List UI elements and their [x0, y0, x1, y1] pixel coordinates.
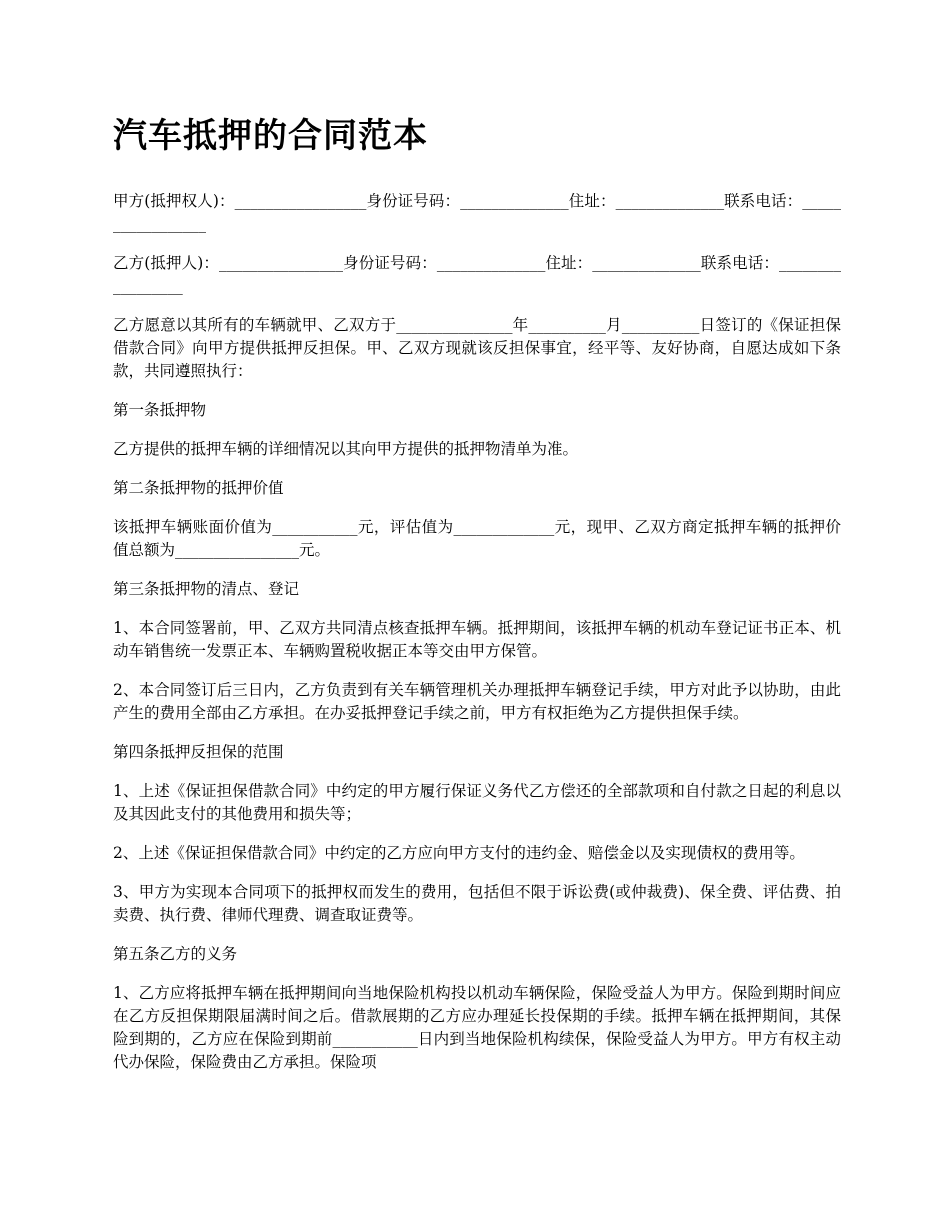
contract-document	[113, 112, 841, 1090]
article-4-clause-2: 2、上述《保证担保借款合同》中约定的乙方应向甲方支付的违约金、赔偿金以及实现债权的费用等。	[113, 844, 805, 862]
article-4-clause-3: 3、甲方为实现本合同项下的抵押权而发生的费用，包括但不限于诉讼费(或仲裁费)、保全费、评估费、拍卖费、执行费、律师代理费、调查取证费等。	[113, 883, 841, 924]
article-3-clause-2: 2、本合同签订后三日内，乙方负责到有关车辆管理机关办理抵押车辆登记手续，甲方对此予以协助，由此产生的费用全部由乙方承担。在办妥抵押登记手续之前，甲方有权拒绝为乙方提供担保手续。	[113, 681, 841, 722]
page-title: 汽车抵押的合同范本	[113, 116, 428, 156]
article-2-text: 该抵押车辆账面价值为___________元，评估值为_____________元，现甲、乙双方商定抵押车辆的抵押价值总额为________________元。	[113, 518, 841, 559]
article-5-heading: 第五条乙方的义务	[113, 945, 238, 963]
preamble-paragraph: 乙方愿意以其所有的车辆就甲、乙双方于_______________年__________月__________日签订的《保证担保借款合同》向甲方提供抵押反担保。甲、乙双方现就该反担保事宜，经平等、友好协商，自愿达成如下条款，共同遵照执行：	[113, 316, 841, 380]
article-3-heading: 第三条抵押物的清点、登记	[113, 580, 300, 598]
article-3-clause-1: 1、本合同签署前，甲、乙双方共同清点核查抵押车辆。抵押期间，该抵押车辆的机动车登记证书正本、机动车销售统一发票正本、车辆购置税收据正本等交由甲方保管。	[113, 619, 841, 660]
article-1-heading: 第一条抵押物	[113, 401, 207, 419]
article-2-heading: 第二条抵押物的抵押价值	[113, 479, 284, 497]
article-1-text: 乙方提供的抵押车辆的详细情况以其向甲方提供的抵押物清单为准。	[113, 440, 579, 458]
article-4-heading: 第四条抵押反担保的范围	[113, 743, 284, 761]
article-5-clause-1: 1、乙方应将抵押车辆在抵押期间向当地保险机构投以机动车辆保险，保险受益人为甲方。保险到期时间应在乙方反担保期限届满时间之后。借款展期的乙方应办理延长投保期的手续。抵押车辆在抵押期间，其保险到期的，乙方应在保险到期前___________日内到当地保险机构续保，保险受益人为甲方。甲方有权主动代办保险，保险费由乙方承担。保险项	[113, 984, 841, 1071]
article-4-clause-1: 1、上述《保证担保借款合同》中约定的甲方履行保证义务代乙方偿还的全部款项和自付款之日起的利息以及其因此支付的其他费用和损失等；	[113, 782, 841, 823]
party-a-info: 甲方(抵押权人)：_________________身份证号码：______________住址：______________联系电话：_________________	[113, 192, 841, 233]
party-b-info: 乙方(抵押人)：________________身份证号码：______________住址：______________联系电话：_________________	[113, 254, 841, 295]
